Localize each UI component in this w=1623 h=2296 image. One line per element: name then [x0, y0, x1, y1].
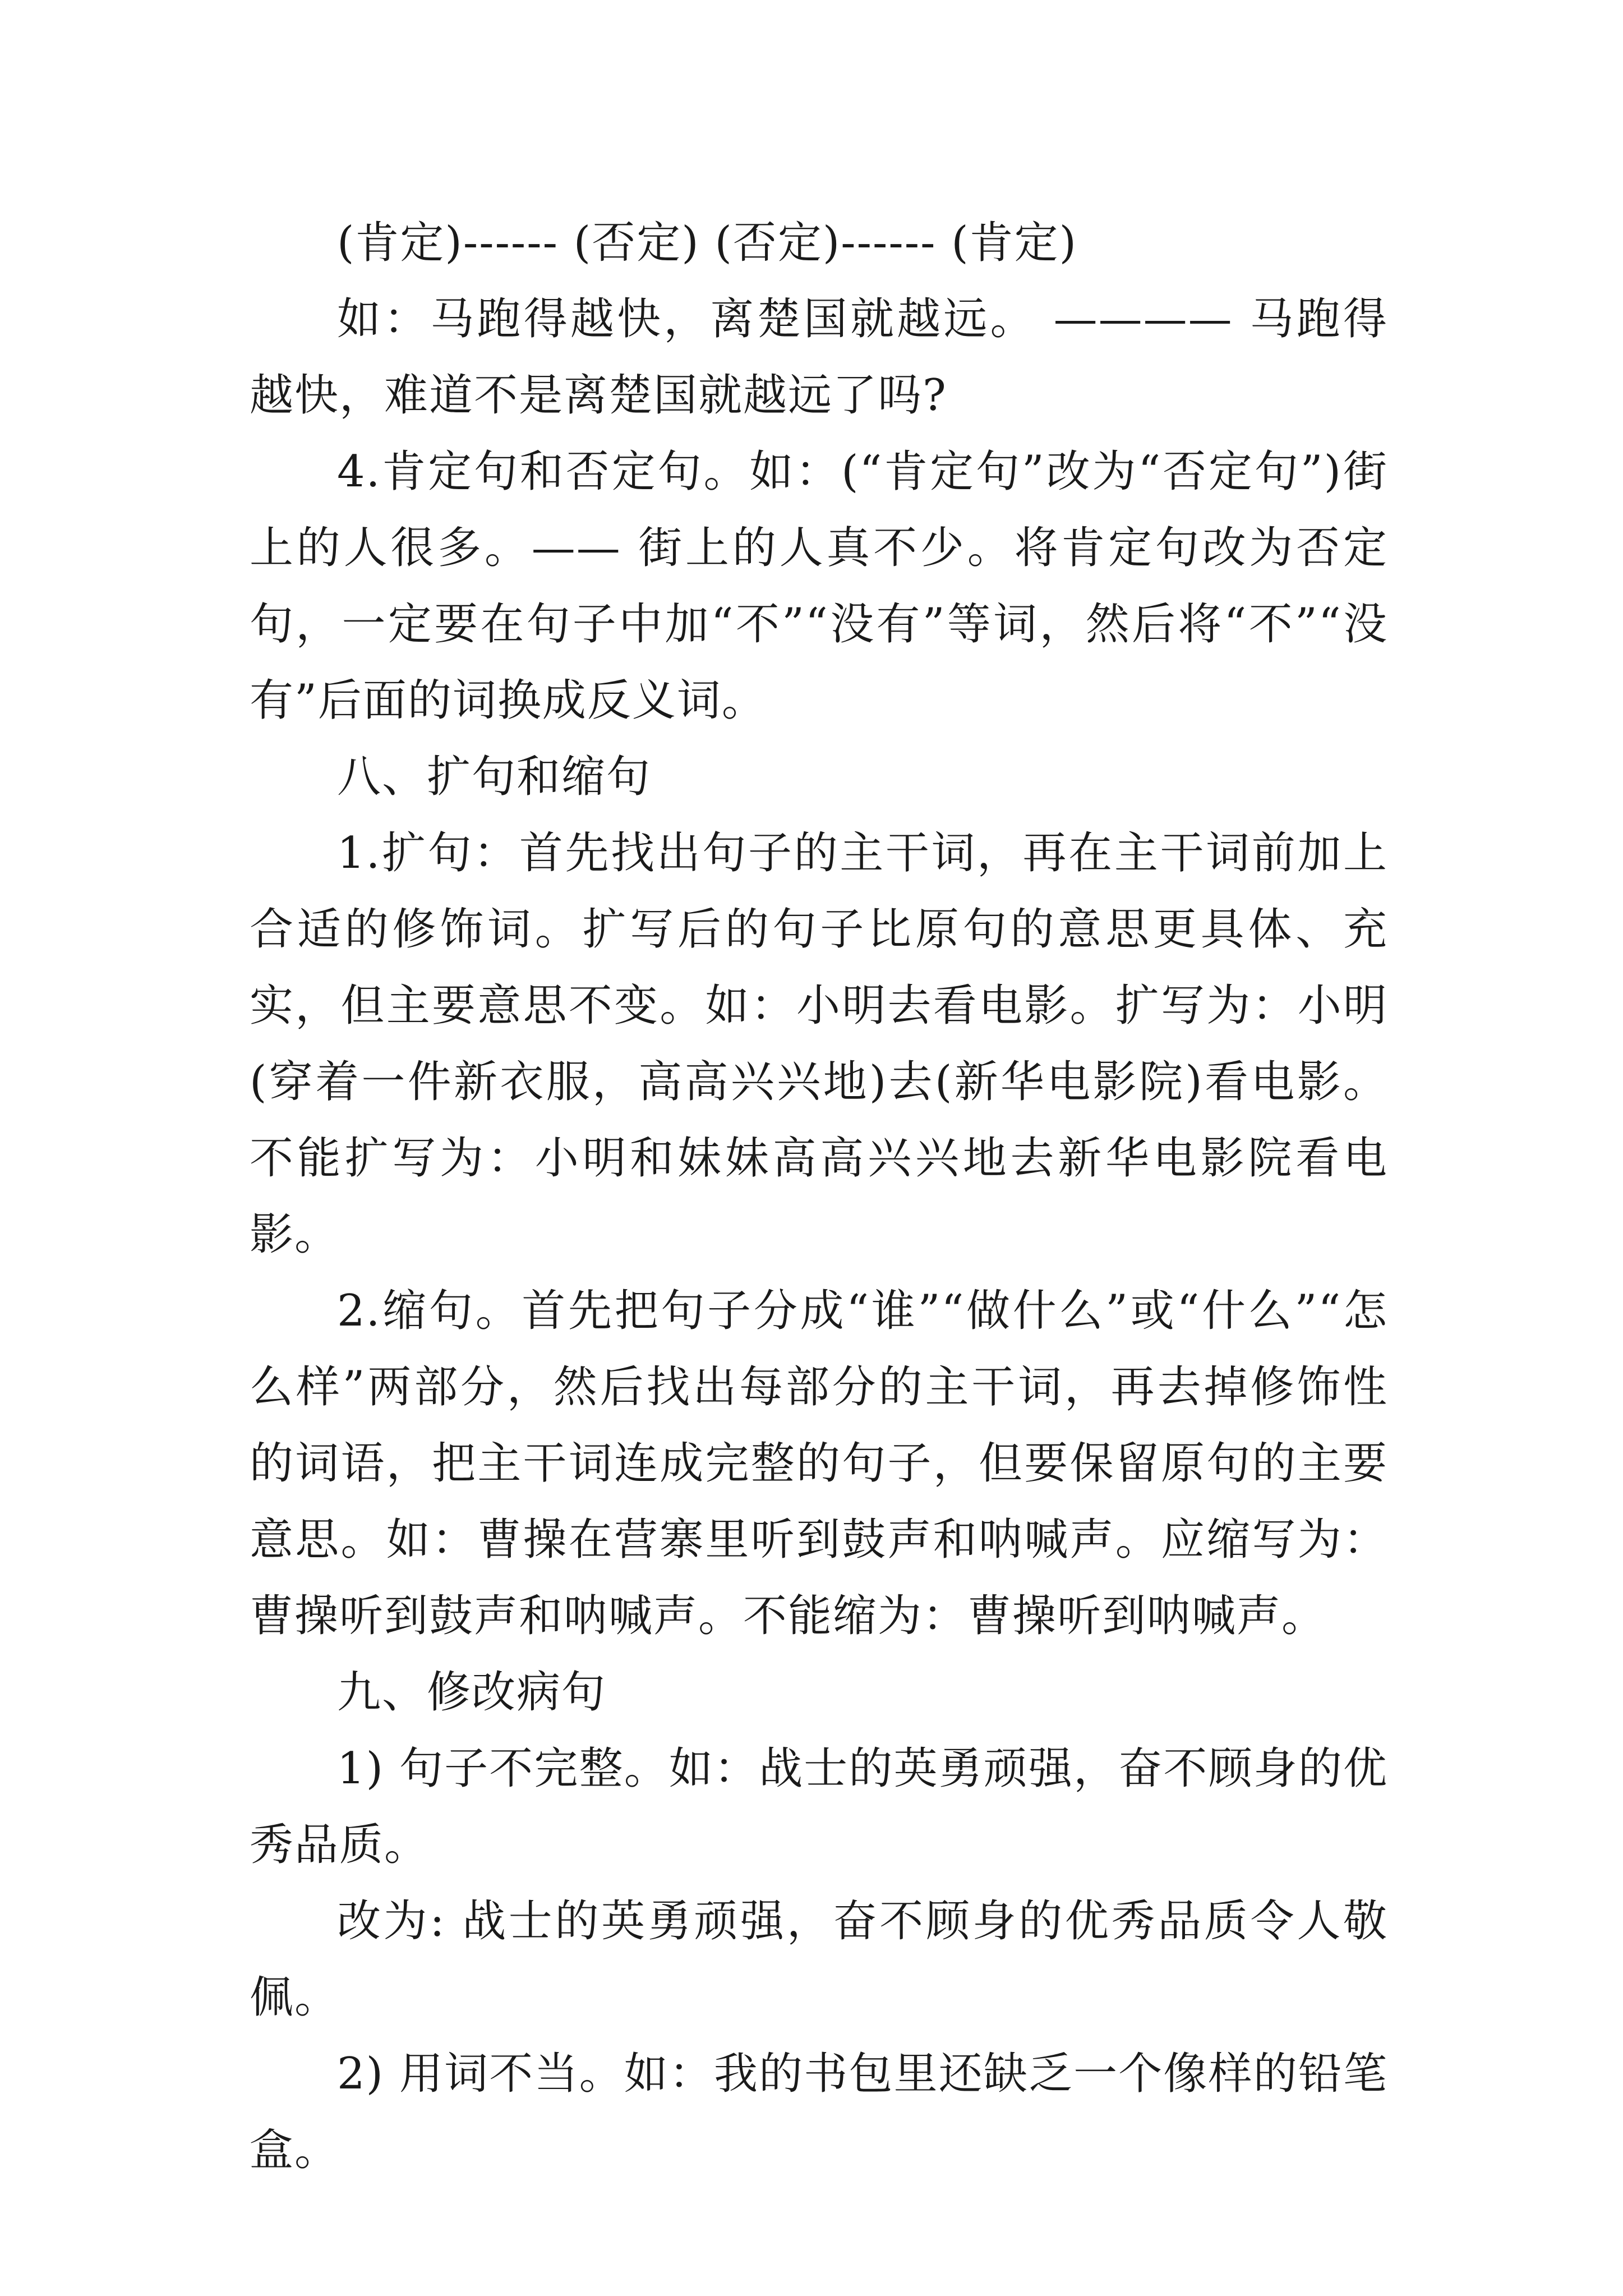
incomplete-sentence-correction: 改为: 战士的英勇顽强，奋不顾身的优秀品质令人敬佩。: [250, 1896, 1388, 2023]
rhetorical-question-example: 如：马跑得越快，离楚国就越远。 ———— 马跑得越快，难道不是离楚国就越远了吗?: [250, 294, 1388, 421]
incomplete-sentence-example: 1) 句子不完整。如：战士的英勇顽强，奋不顾身的优秀品质。: [250, 1743, 1388, 1870]
condense-sentence-paragraph: 2.缩句。首先把句子分成“谁”“做什么”或“什么”“怎么样”两部分，然后找出每部分的主干词，再去掉修饰性的词语，把主干词连成完整的句子，但要保留原句的主要意思。如：曹操在营寨里听到鼓声和呐喊声。应缩写为：曹操听到鼓声和呐喊声。不能缩为：曹操听到呐喊声。: [250, 1286, 1388, 1641]
section-heading-fix-errors: 九、修改病句: [337, 1667, 607, 1718]
wrong-word-example: 2) 用词不当。如：我的书包里还缺乏一个像样的铅笔盒。: [250, 2049, 1388, 2175]
body-text: [250, 205, 1388, 2188]
section-heading-expand-condense: 八、扩句和缩句: [337, 752, 652, 802]
expand-sentence-paragraph: 1.扩句：首先找出句子的主干词，再在主干词前加上合适的修饰词。扩写后的句子比原句的意思更具体、充实，但主要意思不变。如：小明去看电影。扩写为：小明(穿着一件新衣服，高高兴兴地)去(新华电影院)看电影。不能扩写为：小明和妹妹高高兴兴地去新华电影院看电影。: [250, 828, 1388, 1260]
antonym-pattern-line: (肯定)------ (否定) (否定)------ (肯定): [337, 218, 1078, 268]
affirmative-negative-section: 4.肯定句和否定句。如：(“肯定句”改为“否定句”)街上的人很多。—— 街上的人真不少。将肯定句改为否定句，一定要在句子中加“不”“没有”等词，然后将“不”“没有”后面的词换成反义词。: [250, 447, 1388, 726]
